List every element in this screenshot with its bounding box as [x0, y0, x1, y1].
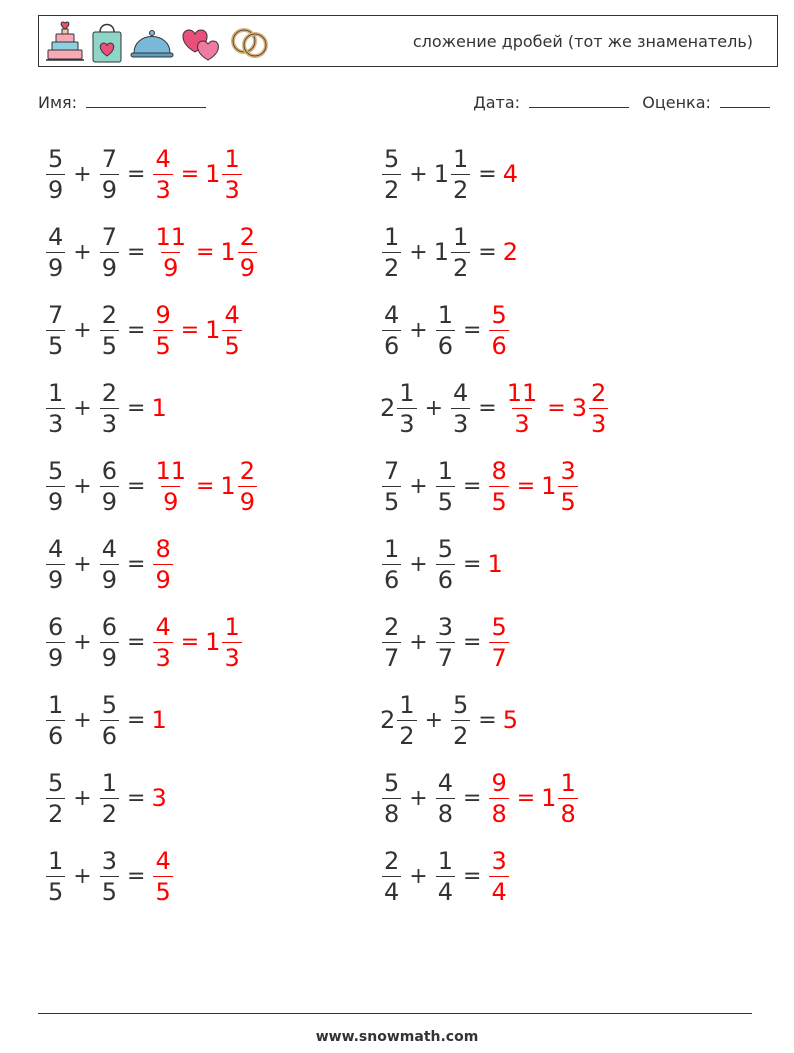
fraction — [436, 846, 455, 906]
numerator: 5 — [48, 456, 64, 485]
equals-sign: = — [463, 629, 482, 655]
fraction — [153, 534, 172, 594]
fraction — [451, 378, 470, 438]
whole-number: 1 — [541, 784, 557, 812]
fraction — [153, 300, 172, 360]
denominator: 5 — [491, 487, 507, 516]
whole-number: 1 — [220, 238, 236, 266]
equals-sign: = — [127, 863, 146, 889]
fraction — [558, 456, 577, 516]
answer-equals-sign: = — [180, 317, 200, 343]
fraction — [46, 768, 65, 828]
fraction — [238, 456, 257, 516]
fraction — [451, 222, 470, 282]
problem-item — [380, 376, 610, 440]
whole-number: 1 — [205, 628, 221, 656]
denominator: 9 — [101, 565, 117, 594]
numerator: 5 — [384, 144, 400, 173]
numerator: 2 — [101, 378, 117, 407]
numerator: 4 — [155, 144, 171, 173]
numerator: 1 — [453, 222, 469, 251]
answer-equals-sign: = — [516, 785, 536, 811]
problem-item — [380, 298, 511, 362]
worksheet-header — [38, 15, 778, 67]
plus-sign: + — [409, 473, 428, 499]
numerator: 1 — [437, 846, 453, 875]
denominator: 2 — [101, 799, 117, 828]
equals-sign: = — [463, 863, 482, 889]
numerator: 1 — [48, 690, 64, 719]
denominator: 3 — [399, 409, 415, 438]
whole-number: 2 — [502, 238, 518, 266]
denominator: 6 — [48, 721, 64, 750]
numerator: 5 — [384, 768, 400, 797]
numerator: 9 — [491, 768, 507, 797]
fraction — [46, 612, 65, 672]
answer-equals-sign: = — [195, 239, 215, 265]
problem-item — [380, 766, 580, 830]
answer-equals-sign: = — [180, 629, 200, 655]
date-grade-field — [473, 93, 770, 112]
numerator: 11 — [506, 378, 538, 407]
fraction — [489, 300, 508, 360]
answer-equals-sign: = — [516, 473, 536, 499]
equals-sign: = — [463, 785, 482, 811]
denominator: 5 — [155, 877, 171, 906]
answer-equals-sign: = — [547, 395, 566, 421]
plus-sign: + — [424, 395, 443, 421]
numerator: 6 — [101, 612, 117, 641]
numerator: 1 — [399, 690, 415, 719]
whole-number: 3 — [571, 394, 587, 422]
fraction — [46, 690, 65, 750]
plus-sign: + — [409, 863, 428, 889]
denominator: 4 — [437, 877, 453, 906]
plus-sign: + — [73, 707, 92, 733]
denominator: 5 — [437, 487, 453, 516]
equals-sign: = — [463, 317, 482, 343]
denominator: 3 — [101, 409, 117, 438]
worksheet-title: сложение дробей (тот же знаменатель) — [412, 32, 753, 51]
plus-sign: + — [409, 551, 428, 577]
denominator: 5 — [101, 331, 117, 360]
denominator: 6 — [384, 331, 400, 360]
fraction — [382, 846, 401, 906]
denominator: 3 — [48, 409, 64, 438]
denominator: 3 — [224, 175, 240, 204]
whole-number: 1 — [151, 394, 167, 422]
numerator: 1 — [101, 768, 117, 797]
numerator: 9 — [155, 300, 171, 329]
denominator: 2 — [453, 721, 469, 750]
numerator: 1 — [560, 768, 576, 797]
fraction — [451, 144, 470, 204]
fraction — [46, 456, 65, 516]
fraction — [436, 612, 455, 672]
denominator: 8 — [491, 799, 507, 828]
fraction — [589, 378, 608, 438]
whole-number: 1 — [487, 550, 503, 578]
problem-item — [44, 454, 259, 518]
fraction — [489, 456, 508, 516]
numerator: 1 — [224, 144, 240, 173]
problem-item — [380, 532, 503, 596]
numerator: 11 — [155, 222, 186, 251]
fraction — [397, 690, 416, 750]
numerator: 5 — [48, 768, 64, 797]
numerator: 6 — [48, 612, 64, 641]
hearts-icon — [179, 20, 223, 64]
denominator: 2 — [453, 253, 469, 282]
fraction — [46, 378, 65, 438]
plus-sign: + — [409, 239, 428, 265]
numerator: 5 — [491, 612, 507, 641]
numerator: 1 — [48, 378, 64, 407]
numerator: 1 — [437, 300, 453, 329]
fraction — [153, 222, 188, 282]
equals-sign: = — [478, 239, 497, 265]
denominator: 3 — [590, 409, 607, 438]
fraction — [153, 846, 172, 906]
problem-item — [44, 376, 167, 440]
fraction — [46, 846, 65, 906]
whole-number: 1 — [541, 472, 557, 500]
fraction — [382, 612, 401, 672]
fraction — [100, 768, 119, 828]
numerator: 1 — [437, 456, 453, 485]
equals-sign: = — [478, 707, 497, 733]
denominator: 4 — [491, 877, 507, 906]
fraction — [489, 612, 508, 672]
denominator: 5 — [384, 487, 400, 516]
problem-item — [380, 454, 580, 518]
denominator: 6 — [384, 565, 400, 594]
footer-url: www.snowmath.com — [315, 1029, 479, 1045]
numerator: 5 — [437, 534, 453, 563]
plus-sign: + — [73, 629, 92, 655]
denominator: 3 — [155, 175, 171, 204]
fraction — [100, 300, 119, 360]
denominator: 9 — [101, 175, 117, 204]
denominator: 6 — [491, 331, 507, 360]
denominator: 3 — [453, 409, 469, 438]
fraction — [222, 612, 241, 672]
denominator: 3 — [514, 409, 530, 438]
denominator: 2 — [453, 175, 469, 204]
numerator: 4 — [101, 534, 117, 563]
problem-item — [380, 688, 518, 752]
denominator: 9 — [155, 565, 171, 594]
numerator: 3 — [560, 456, 576, 485]
footer-divider — [38, 1013, 752, 1014]
fraction — [382, 300, 401, 360]
denominator: 3 — [224, 643, 240, 672]
denominator: 7 — [491, 643, 507, 672]
equals-sign: = — [463, 551, 482, 577]
equals-sign: = — [127, 629, 146, 655]
name-label: Имя: — [38, 93, 78, 112]
denominator: 9 — [48, 175, 64, 204]
grade-label: Оценка: — [642, 93, 711, 112]
cloche-icon — [129, 20, 175, 64]
whole-number: 3 — [151, 784, 167, 812]
plus-sign: + — [73, 551, 92, 577]
problem-item — [44, 220, 259, 284]
denominator: 4 — [384, 877, 400, 906]
grade-blank[interactable] — [720, 93, 770, 108]
numerator: 1 — [399, 378, 415, 407]
plus-sign: + — [73, 395, 92, 421]
equals-sign: = — [478, 161, 497, 187]
answer-equals-sign: = — [180, 161, 200, 187]
fraction — [505, 378, 540, 438]
numerator: 7 — [101, 222, 117, 251]
numerator: 2 — [590, 378, 607, 407]
fraction — [46, 144, 65, 204]
whole-number: 1 — [433, 238, 449, 266]
numerator: 5 — [101, 690, 117, 719]
numerator: 5 — [453, 690, 469, 719]
equals-sign: = — [463, 473, 482, 499]
problem-item — [44, 688, 167, 752]
gift-bag-icon — [89, 20, 125, 64]
denominator: 2 — [48, 799, 64, 828]
fraction — [382, 222, 401, 282]
fraction — [153, 456, 188, 516]
denominator: 5 — [560, 487, 576, 516]
denominator: 9 — [101, 487, 117, 516]
plus-sign: + — [409, 629, 428, 655]
numerator: 6 — [101, 456, 117, 485]
whole-number: 2 — [380, 706, 396, 734]
numerator: 1 — [384, 534, 400, 563]
fraction — [382, 768, 401, 828]
denominator: 9 — [48, 487, 64, 516]
numerator: 11 — [155, 456, 186, 485]
problem-item — [44, 298, 244, 362]
numerator: 1 — [453, 144, 469, 173]
fraction — [397, 378, 416, 438]
denominator: 5 — [101, 877, 117, 906]
numerator: 2 — [239, 456, 255, 485]
numerator: 2 — [101, 300, 117, 329]
fraction — [153, 612, 172, 672]
fraction — [100, 456, 119, 516]
fraction — [100, 846, 119, 906]
fraction — [46, 222, 65, 282]
numerator: 7 — [101, 144, 117, 173]
fraction — [436, 300, 455, 360]
fraction — [100, 690, 119, 750]
plus-sign: + — [409, 785, 428, 811]
numerator: 4 — [155, 612, 171, 641]
fraction — [382, 456, 401, 516]
name-blank[interactable] — [86, 93, 206, 108]
rings-icon — [227, 20, 271, 64]
plus-sign: + — [424, 707, 443, 733]
problem-item — [380, 220, 518, 284]
denominator: 6 — [101, 721, 117, 750]
numerator: 1 — [224, 612, 240, 641]
equals-sign: = — [127, 395, 146, 421]
fraction — [382, 144, 401, 204]
equals-sign: = — [127, 317, 146, 343]
fraction — [46, 534, 65, 594]
equals-sign: = — [127, 239, 146, 265]
equals-sign: = — [127, 785, 146, 811]
problem-item — [44, 532, 175, 596]
fraction — [489, 768, 508, 828]
fraction — [558, 768, 577, 828]
numerator: 3 — [437, 612, 453, 641]
fraction — [100, 612, 119, 672]
numerator: 3 — [491, 846, 507, 875]
numerator: 2 — [239, 222, 255, 251]
fraction — [222, 144, 241, 204]
numerator: 2 — [384, 846, 400, 875]
equals-sign: = — [127, 551, 146, 577]
numerator: 4 — [453, 378, 469, 407]
denominator: 9 — [239, 253, 255, 282]
numerator: 8 — [491, 456, 507, 485]
name-field — [38, 93, 206, 112]
numerator: 1 — [48, 846, 64, 875]
denominator: 7 — [384, 643, 400, 672]
denominator: 8 — [384, 799, 400, 828]
denominator: 2 — [384, 253, 400, 282]
numerator: 4 — [48, 534, 64, 563]
fraction — [382, 534, 401, 594]
numerator: 2 — [384, 612, 400, 641]
whole-number: 1 — [220, 472, 236, 500]
fraction — [46, 300, 65, 360]
denominator: 9 — [239, 487, 255, 516]
plus-sign: + — [73, 863, 92, 889]
plus-sign: + — [73, 473, 92, 499]
denominator: 2 — [399, 721, 415, 750]
denominator: 3 — [155, 643, 171, 672]
denominator: 5 — [224, 331, 240, 360]
plus-sign: + — [73, 239, 92, 265]
whole-number: 2 — [380, 394, 396, 422]
denominator: 7 — [437, 643, 453, 672]
problem-item — [380, 610, 511, 674]
cake-icon — [45, 20, 85, 64]
denominator: 9 — [101, 253, 117, 282]
numerator: 5 — [491, 300, 507, 329]
equals-sign: = — [127, 707, 146, 733]
denominator: 9 — [163, 253, 179, 282]
denominator: 2 — [384, 175, 400, 204]
numerator: 4 — [437, 768, 453, 797]
numerator: 3 — [101, 846, 117, 875]
numerator: 4 — [48, 222, 64, 251]
fraction — [238, 222, 257, 282]
denominator: 8 — [437, 799, 453, 828]
plus-sign: + — [409, 317, 428, 343]
date-label: Дата: — [473, 93, 521, 112]
problem-item — [44, 610, 244, 674]
numerator: 4 — [224, 300, 240, 329]
equals-sign: = — [478, 395, 497, 421]
whole-number: 1 — [433, 160, 449, 188]
fraction — [153, 144, 172, 204]
denominator: 5 — [48, 331, 64, 360]
fraction — [489, 846, 508, 906]
fraction — [451, 690, 470, 750]
whole-number: 1 — [205, 160, 221, 188]
answer-equals-sign: = — [195, 473, 215, 499]
denominator: 8 — [560, 799, 576, 828]
plus-sign: + — [73, 161, 92, 187]
denominator: 9 — [48, 643, 64, 672]
header-icons — [45, 19, 271, 65]
whole-number: 5 — [502, 706, 518, 734]
denominator: 9 — [48, 565, 64, 594]
numerator: 1 — [384, 222, 400, 251]
plus-sign: + — [73, 317, 92, 343]
numerator: 4 — [384, 300, 400, 329]
fraction — [100, 144, 119, 204]
numerator: 7 — [48, 300, 64, 329]
denominator: 5 — [155, 331, 171, 360]
denominator: 6 — [437, 565, 453, 594]
plus-sign: + — [409, 161, 428, 187]
fraction — [100, 222, 119, 282]
denominator: 9 — [48, 253, 64, 282]
fraction — [436, 456, 455, 516]
equals-sign: = — [127, 161, 146, 187]
fraction — [436, 768, 455, 828]
plus-sign: + — [73, 785, 92, 811]
denominator: 9 — [101, 643, 117, 672]
fraction — [436, 534, 455, 594]
problem-item — [44, 844, 175, 908]
denominator: 5 — [48, 877, 64, 906]
numerator: 4 — [155, 846, 171, 875]
problem-item — [380, 844, 511, 908]
fraction — [222, 300, 241, 360]
problem-item — [380, 142, 518, 206]
fraction — [100, 378, 119, 438]
equals-sign: = — [127, 473, 146, 499]
numerator: 5 — [48, 144, 64, 173]
fraction — [100, 534, 119, 594]
problem-item — [44, 766, 167, 830]
problem-item — [44, 142, 244, 206]
whole-number: 1 — [151, 706, 167, 734]
date-blank[interactable] — [529, 93, 629, 108]
whole-number: 1 — [205, 316, 221, 344]
denominator: 6 — [437, 331, 453, 360]
denominator: 9 — [163, 487, 179, 516]
numerator: 8 — [155, 534, 171, 563]
whole-number: 4 — [502, 160, 518, 188]
numerator: 7 — [384, 456, 400, 485]
